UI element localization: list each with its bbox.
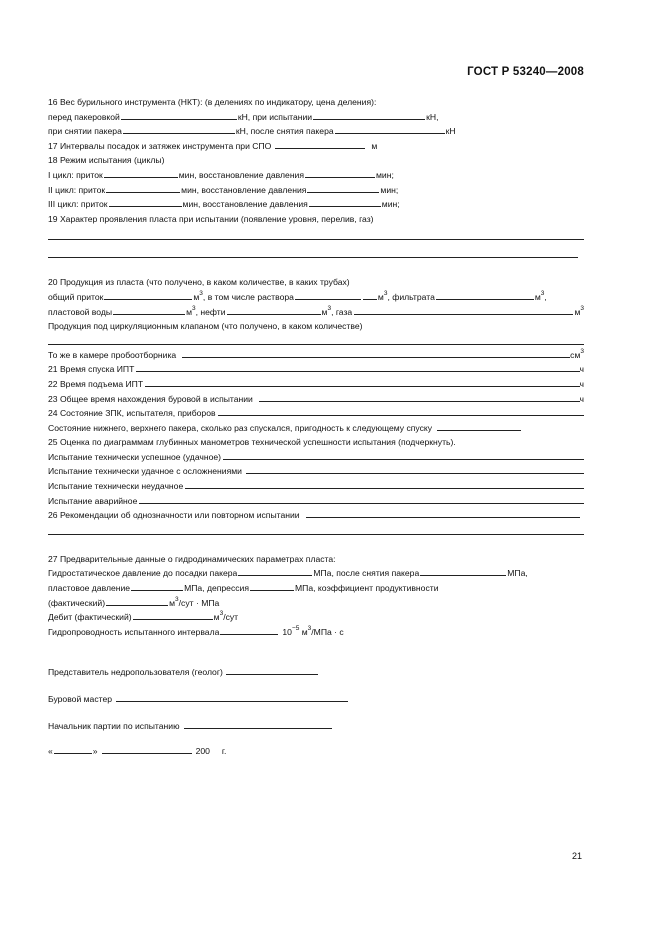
- blank-cycle3-inflow[interactable]: [109, 197, 182, 207]
- item-18-cycle-3: III цикл: приток мин, восстановление давления мин;: [48, 199, 400, 210]
- blank-line-19b[interactable]: [48, 249, 578, 258]
- blank-depression[interactable]: [250, 581, 294, 591]
- blank-productivity[interactable]: [106, 596, 168, 606]
- blank-drill-master[interactable]: [116, 692, 348, 702]
- item-18-cycle-2: II цикл: приток мин, восстановление давления мин;: [48, 184, 399, 195]
- item-20-circ-valve: Продукция под циркуляционным клапаном (что получено, в каком количестве): [48, 321, 363, 332]
- form-body: [48, 95, 584, 759]
- signature-party-chief: Начальник партии по испытанию: [48, 719, 584, 734]
- item-20-sampler: То же в камере пробоотборника $см^3$: [48, 347, 584, 360]
- item-18-cycle-1: I цикл: приток мин, восстановление давления мин;: [48, 169, 394, 180]
- blank-cycle1-inflow[interactable]: [104, 168, 178, 178]
- signature-drill-master: Буровой мастер: [48, 692, 584, 707]
- blank-reservoir-pressure[interactable]: [131, 581, 183, 591]
- blank-total-inflow[interactable]: [104, 290, 192, 300]
- item-27-line-3: (фактический) $м^3$/сут · МПа: [48, 595, 220, 608]
- blank-option-2[interactable]: [246, 464, 584, 474]
- item-27-line-5: Гидропроводность испытанного интервала $10^{-5}$ $м^3$/МПа · с: [48, 624, 344, 637]
- blank-option-3[interactable]: [185, 479, 584, 489]
- blank-packer-state[interactable]: [437, 421, 521, 431]
- blank-pull-out-time[interactable]: [145, 377, 579, 387]
- item-20-title: 20 Продукция из пласта (что получено, в каком количестве, в каких трубах): [48, 277, 350, 288]
- blank-oil[interactable]: [227, 305, 321, 315]
- item-17: 17 Интервалы посадок и затяжек инструмента при СПО м: [48, 140, 378, 151]
- document-header: ГОСТ Р 53240—2008: [467, 66, 584, 78]
- item-27-line-1: Гидростатическое давление до посадки пакера МПа, после снятия пакера МПа ,: [48, 568, 528, 579]
- blank-option-1[interactable]: [223, 450, 584, 460]
- blank-gas[interactable]: [354, 305, 573, 315]
- blank-cycle1-recovery[interactable]: [305, 168, 375, 178]
- item-26: 26 Рекомендации об однозначности или повторном испытании: [48, 508, 584, 523]
- item-25-title: 25 Оценка по диаграммам глубинных манометров технической успешности испытания (подчеркнуть).: [48, 437, 456, 448]
- item-25-option-1[interactable]: Испытание технически успешное (удачное): [48, 450, 584, 465]
- blank-intervals[interactable]: [275, 139, 365, 149]
- item-18-title: 18 Режим испытания (циклы): [48, 155, 165, 166]
- item-21: 21 Время спуска ИПТ ч: [48, 364, 584, 375]
- blank-solution[interactable]: [295, 290, 361, 300]
- item-24: 24 Состояние ЗПК, испытателя, приборов: [48, 406, 584, 421]
- page-number: 21: [571, 851, 582, 861]
- blank-after-packer-pressure[interactable]: [420, 566, 506, 576]
- blank-debit[interactable]: [133, 610, 213, 620]
- item-16-title: 16 Вес бурильного инструмента (НКТ): (в делениях по индикатору, цена деления):: [48, 97, 377, 107]
- blank-filtrate[interactable]: [436, 290, 534, 300]
- blank-owner-rep[interactable]: [226, 665, 318, 675]
- blank-line-26[interactable]: [48, 526, 584, 535]
- blank-packer-removal[interactable]: [123, 124, 235, 134]
- item-25-option-2[interactable]: Испытание технически удачное с осложнениями: [48, 464, 584, 479]
- blank-before-packer[interactable]: [121, 110, 237, 120]
- blank-sampler[interactable]: [182, 348, 570, 358]
- blank-recommendations[interactable]: [306, 508, 580, 518]
- item-27-line-2: пластовое давление МПа, депрессия МПа, коэффициент продуктивности: [48, 583, 439, 594]
- item-16-line-1: перед пакеровкой кН, при испытании кН,: [48, 111, 439, 122]
- blank-option-4[interactable]: [139, 494, 584, 504]
- blank-run-in-time[interactable]: [136, 362, 579, 372]
- blank-cycle2-inflow[interactable]: [106, 183, 180, 193]
- blank-conductivity[interactable]: [220, 625, 278, 635]
- blank-cycle3-recovery[interactable]: [309, 197, 381, 207]
- blank-during-test[interactable]: [313, 110, 425, 120]
- item-16-line-2: при снятии пакера кН, после снятия пакера кН: [48, 126, 456, 137]
- blank-month[interactable]: [102, 744, 192, 754]
- item-19-title: 19 Характер проявления пласта при испытании (появление уровня, перелив, газ): [48, 213, 374, 224]
- blank-day[interactable]: [54, 744, 92, 754]
- blank-party-chief[interactable]: [184, 719, 332, 729]
- blank-hydrostatic[interactable]: [238, 566, 312, 576]
- item-25-option-4[interactable]: Испытание аварийное: [48, 494, 584, 509]
- blank-line-20[interactable]: [48, 336, 584, 345]
- item-24-packers: Состояние нижнего, верхнего пакера, сколько раз спускался, пригодность к следующему спуску: [48, 421, 584, 436]
- blank-line-19a[interactable]: [48, 231, 584, 240]
- item-22: 22 Время подъема ИПТ ч: [48, 378, 584, 389]
- item-23: 23 Общее время нахождения буровой в испытании ч: [48, 393, 584, 404]
- signature-date: « » 200 г.: [48, 746, 227, 757]
- item-25-option-3[interactable]: Испытание технически неудачное: [48, 479, 584, 494]
- blank-reservoir-water[interactable]: [113, 305, 185, 315]
- blank-equipment-state[interactable]: [218, 406, 584, 416]
- item-27-title: 27 Предварительные данные о гидродинамических параметрах пласта:: [48, 553, 336, 564]
- blank-after-packer[interactable]: [335, 124, 445, 134]
- signature-owner-rep: Представитель недропользователя (геолог): [48, 665, 584, 680]
- blank-cycle2-recovery[interactable]: [307, 183, 379, 193]
- blank-total-time[interactable]: [259, 392, 580, 402]
- item-20-line-1: общий приток $м^3$, в том числе раствора $м^3$, фильтрата $м^3$,: [48, 290, 547, 302]
- blank-solution-ext[interactable]: [363, 290, 377, 300]
- item-27-line-4: Дебит (фактический) $м^3$/сут: [48, 610, 239, 623]
- item-20-line-2: пластовой воды $м^3$, нефти $м^3$, газа $м^3$: [48, 304, 584, 317]
